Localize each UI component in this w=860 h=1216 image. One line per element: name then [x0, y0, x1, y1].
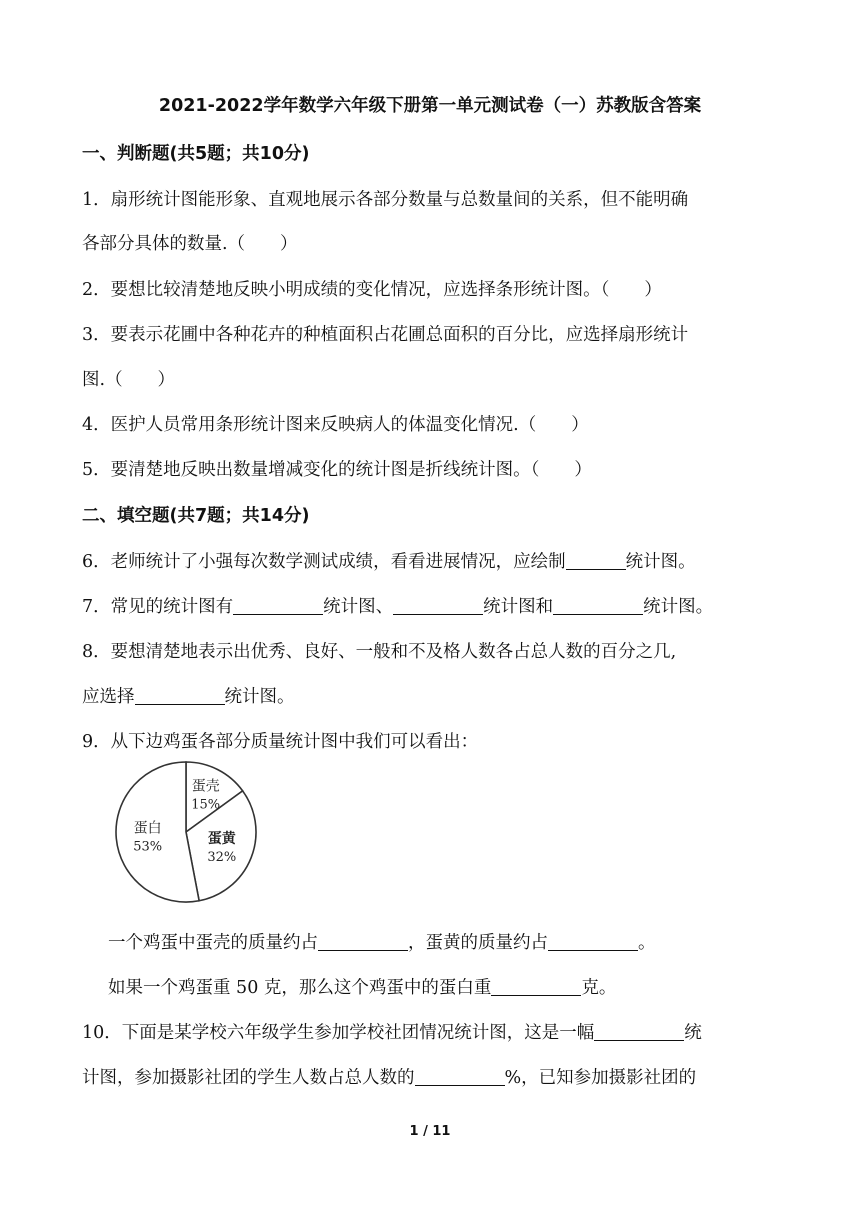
question-9-text-5: 克。 [581, 978, 617, 998]
pie-value-label: 32% [207, 850, 237, 866]
question-10-text-3: 计图，参加摄影社团的学生人数占总人数的 [82, 1068, 415, 1088]
question-3-line-2: 图.（ ） [82, 370, 176, 390]
question-10-text-2: 统 [684, 1023, 702, 1043]
question-10-line-2 [82, 1064, 696, 1089]
question-5: 5．要清楚地反映出数量增减变化的统计图是折线统计图。（ ） [82, 460, 592, 480]
pie-value-label: 15% [191, 797, 221, 813]
question-9: 9．从下边鸡蛋各部分质量统计图中我们可以看出： [82, 732, 479, 752]
question-9-sentence-1 [108, 929, 656, 954]
question-10-line-1 [82, 1019, 702, 1044]
answer-blank[interactable] [594, 1022, 684, 1041]
question-2: 2．要想比较清楚地反映小明成绩的变化情况，应选择条形统计图。（ ） [82, 280, 662, 300]
section-heading-fill-in: 二、填空题(共7题；共14分) [82, 506, 310, 526]
egg-composition-pie-chart [106, 752, 266, 912]
pie-category-label: 蛋白 [133, 820, 162, 837]
question-10-text-4: %，已知参加摄影社团的 [504, 1068, 697, 1088]
question-3-line-1: 3．要表示花圃中各种花卉的种植面积占花圃总面积的百分比，应选择扇形统计 [82, 325, 689, 345]
answer-blank[interactable] [415, 1067, 505, 1086]
answer-blank[interactable] [491, 977, 581, 996]
question-8-line-1: 8．要想清楚地表示出优秀、良好、一般和不及格人数各占总人数的百分之几, [82, 642, 677, 662]
question-9-sentence-2 [108, 974, 616, 999]
section-heading-judgement: 一、判断题(共5题；共10分) [82, 144, 310, 164]
pie-category-label: 蛋壳 [191, 778, 220, 795]
question-4: 4．医护人员常用条形统计图来反映病人的体温变化情况.（ ） [82, 415, 589, 435]
page-number: 1 / 11 [409, 1124, 451, 1139]
question-9-text-2: ，蛋黄的质量约占 [408, 933, 548, 953]
question-9-text: 一个鸡蛋中蛋壳的质量约占 [108, 933, 318, 953]
question-7 [82, 593, 713, 618]
pie-value-label: 53% [133, 839, 163, 855]
question-9-text-4: 如果一个鸡蛋重 50 克，那么这个鸡蛋中的蛋白重 [108, 978, 492, 998]
pie-category-label: 蛋黄 [207, 831, 236, 848]
question-6-text: 6．老师统计了小强每次数学测试成绩，看看进展情况，应绘制 [82, 552, 566, 572]
answer-blank[interactable] [233, 596, 323, 615]
answer-blank[interactable] [553, 596, 643, 615]
question-9-text-3: 。 [638, 933, 656, 953]
answer-blank[interactable] [135, 686, 225, 705]
question-6 [82, 548, 696, 573]
question-8-text: 应选择 [82, 687, 135, 707]
question-10-text: 10．下面是某学校六年级学生参加学校社团情况统计图，这是一幅 [82, 1023, 595, 1043]
question-7-text-4: 统计图。 [643, 597, 714, 617]
question-7-text-2: 统计图、 [323, 597, 394, 617]
answer-blank[interactable] [566, 551, 626, 570]
question-7-text-3: 统计图和 [483, 597, 554, 617]
answer-blank[interactable] [548, 932, 638, 951]
document-title: 2021-2022学年数学六年级下册第一单元测试卷（一）苏教版含答案 [158, 96, 702, 116]
question-1-line-1: 1．扇形统计图能形象、直观地展示各部分数量与总数量间的关系，但不能明确 [82, 190, 689, 210]
question-7-text: 7．常见的统计图有 [82, 597, 234, 617]
question-1-line-2: 各部分具体的数量.（ ） [82, 234, 298, 254]
answer-blank[interactable] [393, 596, 483, 615]
answer-blank[interactable] [318, 932, 408, 951]
question-8-line-2 [82, 683, 295, 708]
question-6-text-end: 统计图。 [625, 552, 696, 572]
question-8-text-end: 统计图。 [224, 687, 295, 707]
